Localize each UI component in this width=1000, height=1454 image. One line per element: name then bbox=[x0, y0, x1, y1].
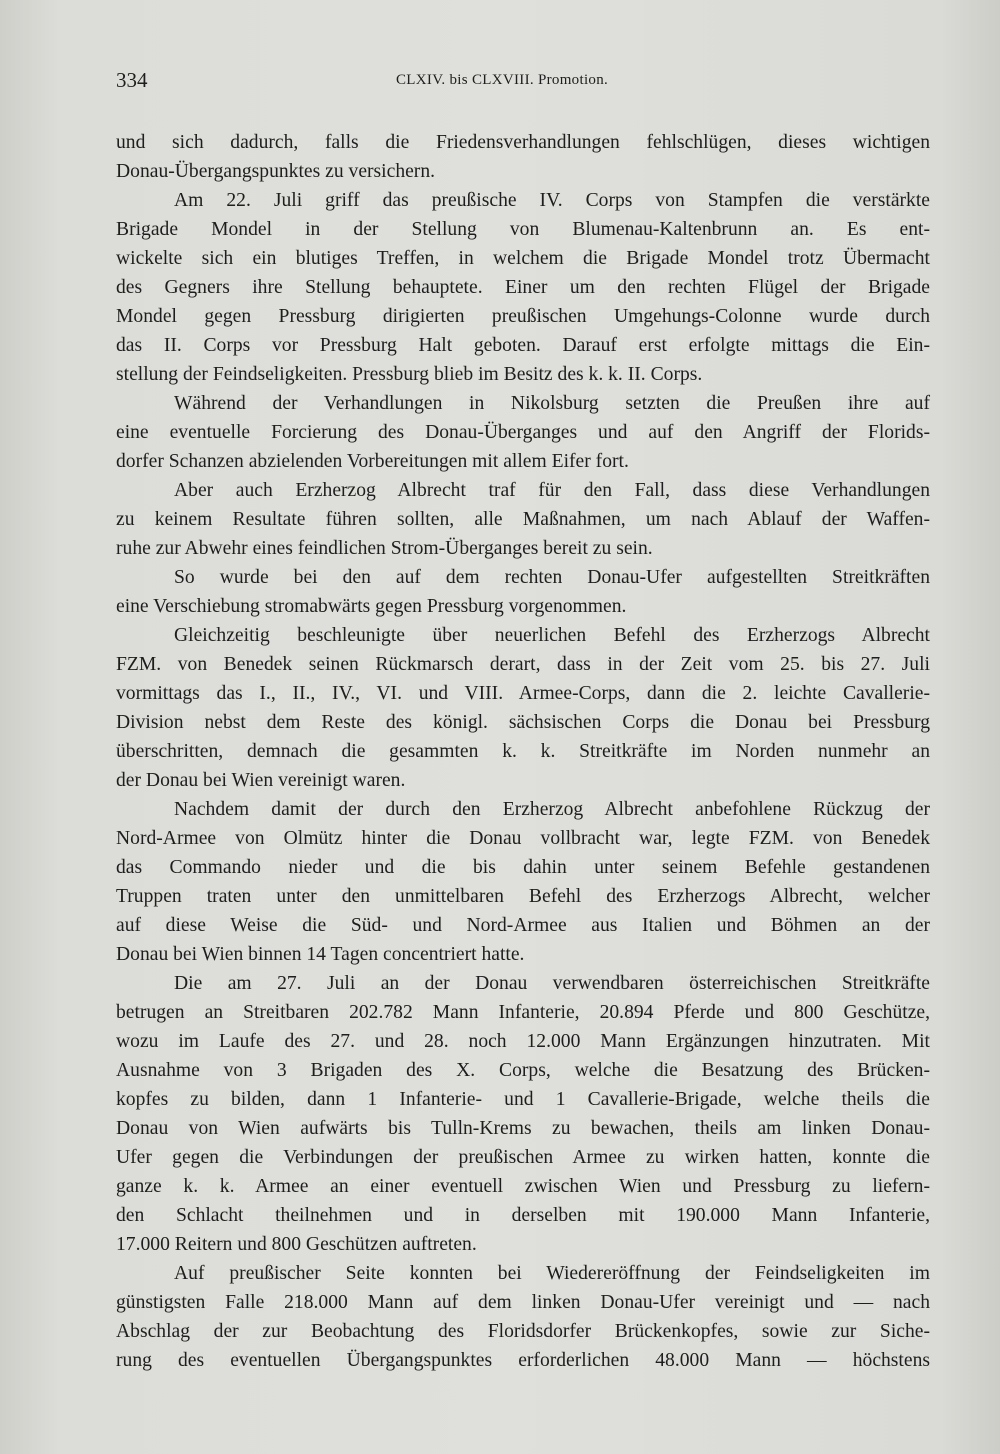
text-line: So wurde bei den auf dem rechten Donau-Ufer aufgestellten Streitkräften bbox=[174, 567, 930, 588]
text-line: Nord-Armee von Olmütz hinter die Donau vollbracht war, legte FZM. von Benedek bbox=[116, 828, 930, 849]
text-line: Abschlag der zur Beobachtung des Floridsdorfer Brückenkopfes, sowie zur Siche- bbox=[116, 1321, 930, 1342]
text-line: Division nebst dem Reste des königl. sächsischen Corps die Donau bei Pressburg bbox=[116, 712, 930, 733]
text-line: Donau bei Wien binnen 14 Tagen concentriert hatte. bbox=[116, 944, 525, 965]
text-line: den Schlacht theilnehmen und in derselben mit 190.000 Mann Infanterie, bbox=[116, 1205, 930, 1226]
body-text bbox=[116, 128, 930, 1375]
text-line: ruhe zur Abwehr eines feindlichen Strom-Überganges bereit zu sein. bbox=[116, 538, 653, 559]
text-line: Aber auch Erzherzog Albrecht traf für den Fall, dass diese Verhandlungen bbox=[174, 480, 930, 501]
text-line: Donau von Wien aufwärts bis Tulln-Krems zu bewachen, theils am linken Donau- bbox=[116, 1118, 930, 1139]
text-line: Brigade Mondel in der Stellung von Blumenau-Kaltenbrunn an. Es ent- bbox=[116, 219, 930, 240]
text-line: günstigsten Falle 218.000 Mann auf dem linken Donau-Ufer vereinigt und — nach bbox=[116, 1292, 930, 1313]
text-line: auf diese Weise die Süd- und Nord-Armee aus Italien und Böhmen an der bbox=[116, 915, 930, 936]
page-number: 334 bbox=[116, 68, 148, 92]
text-line: vormittags das I., II., IV., VI. und VIII. Armee-Corps, dann die 2. leichte Cavallerie- bbox=[116, 683, 930, 704]
text-line: wozu im Laufe des 27. und 28. noch 12.000 Mann Ergänzungen hinzutraten. Mit bbox=[116, 1031, 930, 1052]
text-line: der Donau bei Wien vereinigt waren. bbox=[116, 770, 406, 791]
text-line: Truppen traten unter den unmittelbaren Befehl des Erzherzogs Albrecht, welcher bbox=[116, 886, 930, 907]
text-line: zu keinem Resultate führen sollten, alle Maßnahmen, um nach Ablauf der Waffen- bbox=[116, 509, 930, 530]
running-head: CLXIV. bis CLXVIII. Promotion. bbox=[396, 72, 609, 88]
text-line: dorfer Schanzen abzielenden Vorbereitungen mit allem Eifer fort. bbox=[116, 451, 629, 472]
text-line: Am 22. Juli griff das preußische IV. Corps von Stampfen die verstärkte bbox=[174, 190, 930, 211]
text-line: Auf preußischer Seite konnten bei Wiedereröffnung der Feindseligkeiten im bbox=[174, 1263, 930, 1284]
text-line: des Gegners ihre Stellung behauptete. Einer um den rechten Flügel der Brigade bbox=[116, 277, 930, 298]
text-line: stellung der Feindseligkeiten. Pressburg blieb im Besitz des k. k. II. Corps. bbox=[116, 364, 703, 385]
text-line: kopfes zu bilden, dann 1 Infanterie- und 1 Cavallerie-Brigade, welche theils die bbox=[116, 1089, 930, 1110]
text-line: Die am 27. Juli an der Donau verwendbaren österreichischen Streitkräfte bbox=[174, 973, 930, 994]
text-line: betrugen an Streitbaren 202.782 Mann Infanterie, 20.894 Pferde und 800 Geschütze, bbox=[116, 1002, 930, 1023]
text-line: Mondel gegen Pressburg dirigierten preußischen Umgehungs-Colonne wurde durch bbox=[116, 306, 930, 327]
text-line: und sich dadurch, falls die Friedensverhandlungen fehlschlügen, dieses wichtigen bbox=[116, 132, 930, 153]
text-line: das II. Corps vor Pressburg Halt geboten. Darauf erst erfolgte mittags die Ein- bbox=[116, 335, 930, 356]
text-line: Gleichzeitig beschleunigte über neuerlichen Befehl des Erzherzogs Albrecht bbox=[174, 625, 930, 646]
text-line: das Commando nieder und die bis dahin unter seinem Befehle gestandenen bbox=[116, 857, 930, 878]
text-line: wickelte sich ein blutiges Treffen, in welchem die Brigade Mondel trotz Übermacht bbox=[116, 248, 930, 269]
text-line: überschritten, demnach die gesammten k. k. Streitkräfte im Norden nunmehr an bbox=[116, 741, 930, 762]
text-line: Donau-Übergangspunktes zu versichern. bbox=[116, 161, 436, 182]
text-line: Nachdem damit der durch den Erzherzog Albrecht anbefohlene Rückzug der bbox=[174, 799, 930, 820]
text-line: FZM. von Benedek seinen Rückmarsch derart, dass in der Zeit vom 25. bis 27. Juli bbox=[116, 654, 930, 675]
text-line: Ufer gegen die Verbindungen der preußischen Armee zu wirken hatten, konnte die bbox=[116, 1147, 930, 1168]
text-line: eine Verschiebung stromabwärts gegen Pressburg vorgenommen. bbox=[116, 596, 627, 617]
page-header bbox=[116, 68, 930, 102]
text-line: 17.000 Reitern und 800 Geschützen auftreten. bbox=[116, 1234, 477, 1255]
text-line: eine eventuelle Forcierung des Donau-Überganges und auf den Angriff der Florids- bbox=[116, 422, 930, 443]
text-line: Ausnahme von 3 Brigaden des X. Corps, welche die Besatzung des Brücken- bbox=[116, 1060, 930, 1081]
text-line: ganze k. k. Armee an einer eventuell zwischen Wien und Pressburg zu liefern- bbox=[116, 1176, 930, 1197]
text-line: Während der Verhandlungen in Nikolsburg setzten die Preußen ihre auf bbox=[174, 393, 930, 414]
text-line: rung des eventuellen Übergangspunktes erforderlichen 48.000 Mann — höchstens bbox=[116, 1350, 930, 1371]
